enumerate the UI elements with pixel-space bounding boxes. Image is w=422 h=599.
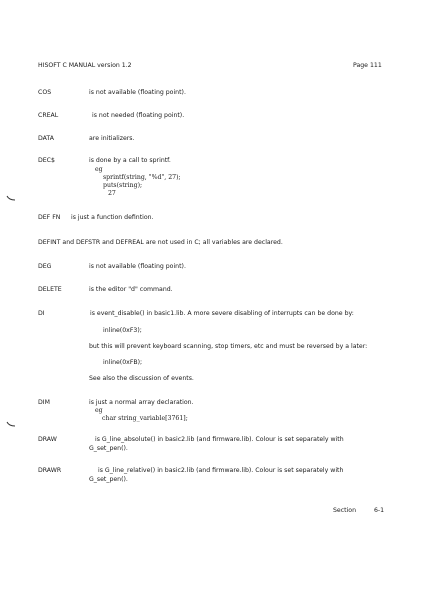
keyword-dim: DIM bbox=[38, 399, 50, 406]
defint-line: DEFINT and DEFSTR and DEFREAL are not used in C; all variables are declared. bbox=[38, 239, 283, 246]
code-line-char: char string_variable[3761]; bbox=[102, 415, 188, 422]
code-inline-f3: inline(0xF3); bbox=[103, 327, 142, 334]
page-number: Page 111 bbox=[353, 62, 382, 69]
desc-data: are initializers. bbox=[89, 135, 135, 142]
keyword-delete: DELETE bbox=[38, 286, 62, 293]
see-also-events: See also the discussion of events. bbox=[89, 375, 194, 382]
keyword-deffn: DEF FN bbox=[38, 214, 61, 221]
desc-deffn: is just a function defintion. bbox=[71, 214, 154, 221]
margin-mark-2 bbox=[6, 421, 16, 427]
desc-di: is event_disable() in basic1.lib. A more severe disabling of interrupts can be done by: bbox=[90, 310, 354, 317]
keyword-dec: DEC$ bbox=[38, 157, 55, 164]
keyword-creal: CREAL bbox=[38, 112, 59, 119]
code-line-sprintf: sprintf(string, "%d", 27); bbox=[103, 174, 181, 181]
code-inline-fb: inline(0xFB); bbox=[103, 359, 143, 366]
desc-deg: is not available (floating point). bbox=[89, 263, 186, 270]
code-line-output: 27 bbox=[108, 190, 116, 197]
footer-section-number: 6-1 bbox=[374, 507, 385, 514]
keyword-di: DI bbox=[38, 310, 45, 317]
keyword-draw: DRAW bbox=[38, 436, 57, 443]
desc-creal: is not needed (floating point). bbox=[92, 112, 185, 119]
keyword-deg: DEG bbox=[38, 263, 52, 270]
eg-label-dec: eg bbox=[95, 166, 103, 173]
desc-dim: is just a normal array declaration. bbox=[89, 399, 194, 406]
desc-draw-1: is G_line_absolute() in basic2.lib (and firmware.lib). Colour is set separately with bbox=[95, 436, 344, 443]
desc-delete: is the editor "d" command. bbox=[89, 286, 173, 293]
desc-drawr-2: G_set_pen(). bbox=[89, 476, 128, 483]
eg-label-dim: eg bbox=[95, 407, 103, 414]
desc-cos: is not available (floating point). bbox=[89, 89, 186, 96]
keyword-cos: COS bbox=[38, 89, 52, 96]
keyword-data: DATA bbox=[38, 135, 54, 142]
footer-section-label: Section bbox=[333, 507, 356, 514]
desc-dec: is done by a call to sprintf. bbox=[89, 157, 171, 164]
desc-di-2: but this will prevent keyboard scanning, stop timers, etc and must be reversed by a later: bbox=[89, 343, 368, 350]
margin-mark-1 bbox=[6, 195, 16, 201]
keyword-drawr: DRAWR bbox=[38, 467, 62, 474]
header-title: HISOFT C MANUAL version 1.2 bbox=[38, 62, 132, 69]
desc-drawr-1: is G_line_relative() in basic2.lib (and firmware.lib). Colour is set separately with bbox=[98, 467, 344, 474]
desc-draw-2: G_set_pen(). bbox=[89, 445, 128, 452]
code-line-puts: puts(string); bbox=[103, 182, 143, 189]
